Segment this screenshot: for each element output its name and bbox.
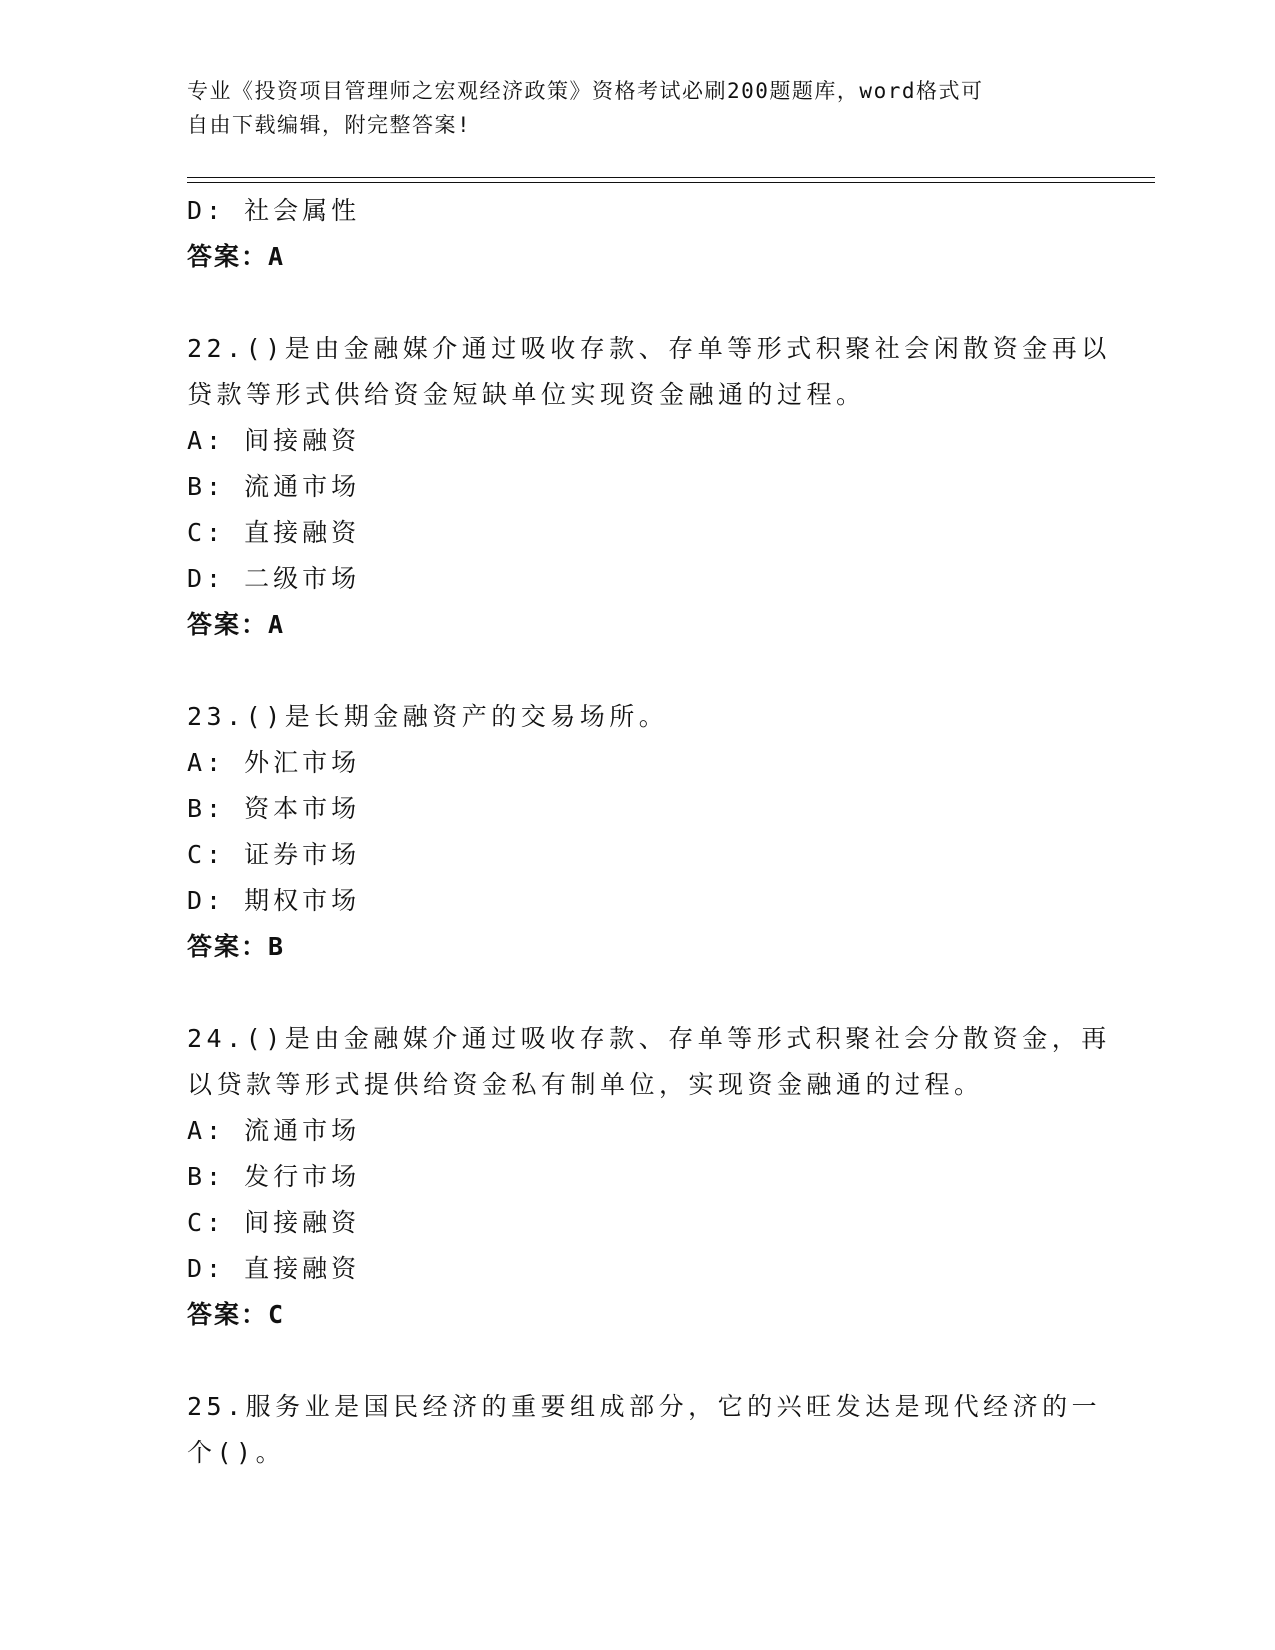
- answer-line: [187, 234, 1087, 280]
- document-header: [187, 74, 1087, 142]
- option-a: A: 间接融资: [187, 426, 361, 455]
- question-stem-line: 24.()是由金融媒介通过吸收存款、存单等形式积聚社会分散资金，再: [187, 1024, 1111, 1053]
- answer-label: 答案：: [187, 610, 269, 639]
- answer-label: 答案：: [187, 242, 269, 271]
- question-list: [187, 188, 1111, 1476]
- answer-label: 答案：: [187, 932, 269, 961]
- question-stem-line: 23.()是长期金融资产的交易场所。: [187, 702, 669, 731]
- question-22: [187, 326, 1111, 418]
- option-b: B: 资本市场: [187, 794, 361, 823]
- question-stem-line: 22.()是由金融媒介通过吸收存款、存单等形式积聚社会闲散资金再以: [187, 334, 1111, 363]
- option-d: D: 期权市场: [187, 886, 361, 915]
- question-stem-line: 以贷款等形式提供给资金私有制单位，实现资金融通的过程。: [187, 1070, 984, 1099]
- answer-line: [187, 924, 1087, 970]
- option-b: B: 流通市场: [187, 472, 361, 501]
- option-c: C: 直接融资: [187, 518, 361, 547]
- option-c: C: 证券市场: [187, 840, 361, 869]
- answer-label: 答案：: [187, 1300, 269, 1329]
- header-title-line-1: 专业《投资项目管理师之宏观经济政策》资格考试必刷200题题库，word格式可: [187, 79, 984, 103]
- answer-value: B: [268, 932, 285, 961]
- header-divider-bottom: [187, 182, 1155, 183]
- question-stem-line: 个()。: [187, 1438, 286, 1467]
- answer-value: A: [268, 242, 285, 271]
- option-a: A: 外汇市场: [187, 748, 361, 777]
- question-25: [187, 1384, 1102, 1476]
- question-24: [187, 1016, 1111, 1108]
- header-title-line-2: 自由下载编辑，附完整答案!: [187, 113, 472, 137]
- option-d: D: 二级市场: [187, 564, 361, 593]
- option-d: D: 直接融资: [187, 1254, 361, 1283]
- answer-value: A: [268, 610, 285, 639]
- option-d: D: 社会属性: [187, 196, 361, 225]
- header-divider-top: [187, 177, 1155, 178]
- option-a: A: 流通市场: [187, 1116, 361, 1145]
- answer-line: [187, 1292, 1087, 1338]
- question-stem-line: 贷款等形式供给资金短缺单位实现资金融通的过程。: [187, 380, 866, 409]
- question-stem-line: 25.服务业是国民经济的重要组成部分，它的兴旺发达是现代经济的一: [187, 1392, 1102, 1421]
- option-c: C: 间接融资: [187, 1208, 361, 1237]
- answer-line: [187, 602, 1087, 648]
- answer-value: C: [268, 1300, 285, 1329]
- option-b: B: 发行市场: [187, 1162, 361, 1191]
- question-23: [187, 694, 1087, 740]
